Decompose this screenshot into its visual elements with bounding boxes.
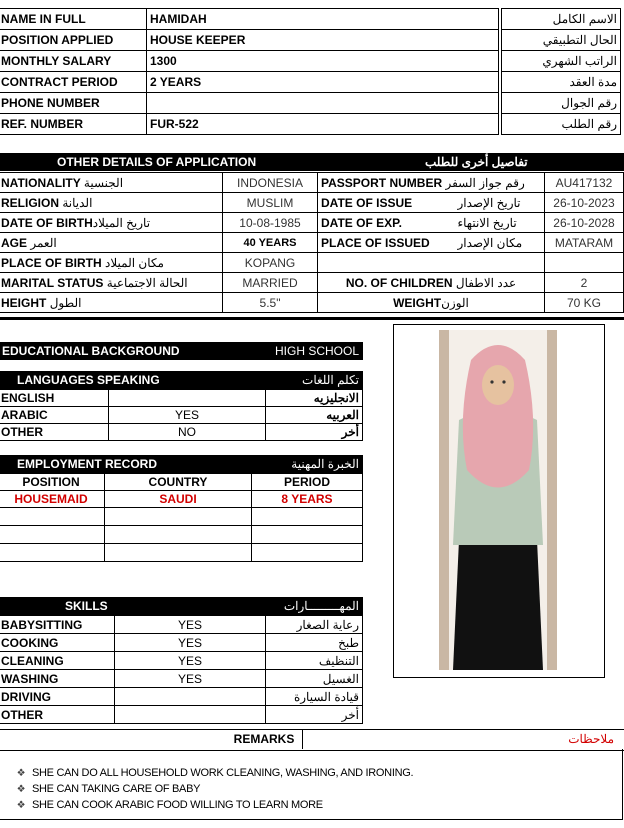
age-label: AGE العمر (0, 233, 223, 253)
personal-row (0, 51, 621, 72)
skill-name: CLEANING (0, 652, 115, 670)
personal-row (0, 93, 621, 114)
nationality-value: INDONESIA (223, 173, 318, 193)
personal-label: MONTHLY SALARY (0, 51, 147, 72)
passport-label: PASSPORT NUMBER رقم جواز السفر (318, 173, 545, 193)
languages-title-ar: تكلم اللغات (302, 373, 359, 387)
language-name: ARABIC (0, 407, 109, 424)
language-name-ar: أخر (266, 424, 363, 441)
list-item: ❖ SHE CAN COOK ARABIC FOOD WILLING TO LEARN MORE (10, 797, 413, 813)
table-row (0, 508, 363, 526)
personal-info-table (0, 8, 621, 135)
skill-value (115, 706, 266, 724)
skill-name-ar: الغسيل (266, 670, 363, 688)
table-row (0, 526, 363, 544)
education-value: HIGH SCHOOL (274, 344, 359, 358)
personal-value: HOUSE KEEPER (147, 30, 499, 51)
place-issued-label: PLACE OF ISSUED مكان الإصدار (318, 233, 545, 253)
employment-title: EMPLOYMENT RECORD (17, 457, 158, 471)
marital-label: MARITAL STATUS الحالة الاجتماعية (0, 273, 223, 293)
table-row (0, 293, 624, 313)
bullet-icon: ❖ (16, 800, 26, 811)
personal-label: REF. NUMBER (0, 114, 147, 135)
personal-value (147, 93, 499, 114)
list-item: ❖ SHE CAN DO ALL HOUSEHOLD WORK CLEANING, WASHING, AND IRONING. (10, 765, 413, 781)
passport-value: AU417132 (545, 173, 624, 193)
education-label: EDUCATIONAL BACKGROUND (2, 344, 180, 358)
employment-country: SAUDI (105, 491, 252, 508)
skill-row (0, 652, 363, 670)
dob-value: 10-08-1985 (223, 213, 318, 233)
personal-label: POSITION APPLIED (0, 30, 147, 51)
employment-header-row (0, 474, 363, 491)
skill-name-ar: رعاية الصغار (266, 616, 363, 634)
skill-name-ar: قيادة السيارة (266, 688, 363, 706)
table-row (0, 544, 363, 562)
skills-table (0, 615, 363, 724)
other-details-header (0, 153, 624, 171)
skills-header (0, 597, 363, 615)
divider (0, 317, 624, 320)
language-value: YES (109, 407, 266, 424)
bullet-icon: ❖ (16, 784, 26, 795)
height-label: HEIGHT الطول (0, 293, 223, 313)
other-details-table (0, 172, 624, 313)
photo-frame (393, 324, 605, 678)
place-issued-value: MATARAM (545, 233, 624, 253)
personal-label-ar: رقم الطلب (502, 114, 621, 135)
pob-label: PLACE OF BIRTH مكان الميلاد (0, 253, 223, 273)
skill-name: BABYSITTING (0, 616, 115, 634)
language-name-ar: الانجليزيه (266, 390, 363, 407)
personal-label-ar: رقم الجوال (502, 93, 621, 114)
employment-header (0, 455, 363, 473)
children-label: NO. OF CHILDREN عدد الاطفال (318, 273, 545, 293)
skill-value: YES (115, 652, 266, 670)
language-name: OTHER (0, 424, 109, 441)
empty-cell (318, 253, 545, 273)
table-row (0, 233, 624, 253)
other-details-title: OTHER DETAILS OF APPLICATION (57, 155, 257, 169)
personal-row (0, 114, 621, 135)
personal-label: PHONE NUMBER (0, 93, 147, 114)
education-bar (0, 342, 363, 360)
skill-row (0, 616, 363, 634)
employment-table (0, 473, 363, 562)
table-row (0, 491, 363, 508)
personal-value: FUR-522 (147, 114, 499, 135)
language-name-ar: العربيه (266, 407, 363, 424)
other-details-title-ar: تفاصيل أخرى للطلب (425, 155, 528, 169)
languages-table (0, 389, 363, 441)
personal-value: HAMIDAH (147, 9, 499, 30)
language-value (109, 390, 266, 407)
languages-title: LANGUAGES SPEAKING (17, 373, 160, 387)
language-row (0, 407, 363, 424)
remarks-label-ar: ملاحظات (568, 732, 614, 746)
personal-value: 1300 (147, 51, 499, 72)
bullet-icon: ❖ (16, 768, 26, 779)
skill-name: WASHING (0, 670, 115, 688)
employment-period: 8 YEARS (252, 491, 363, 508)
skill-name-ar: التنظيف (266, 652, 363, 670)
skill-name: DRIVING (0, 688, 115, 706)
table-row (0, 273, 624, 293)
personal-label: NAME IN FULL (0, 9, 147, 30)
weight-value: 70 KG (545, 293, 624, 313)
marital-value: MARRIED (223, 273, 318, 293)
table-row (0, 173, 624, 193)
religion-label: RELIGION الديانة (0, 193, 223, 213)
language-value: NO (109, 424, 266, 441)
weight-label: WEIGHTالوزن (318, 293, 545, 313)
expiry-value: 26-10-2028 (545, 213, 624, 233)
religion-value: MUSLIM (223, 193, 318, 213)
applicant-photo (439, 330, 557, 670)
personal-label-ar: الراتب الشهري (502, 51, 621, 72)
column-header: PERIOD (252, 474, 363, 491)
table-row (0, 253, 624, 273)
skills-title-ar: المهـــــــــارات (283, 599, 359, 613)
language-row (0, 424, 363, 441)
languages-header (0, 371, 363, 389)
pob-value: KOPANG (223, 253, 318, 273)
issue-value: 26-10-2023 (545, 193, 624, 213)
skill-name-ar: أخر (266, 706, 363, 724)
table-row (0, 193, 624, 213)
skills-title: SKILLS (65, 599, 108, 613)
personal-label-ar: الحال التطبيقي (502, 30, 621, 51)
table-row (0, 213, 624, 233)
dob-label: DATE OF BIRTHتاريخ الميلاد (0, 213, 223, 233)
personal-row (0, 9, 621, 30)
personal-row (0, 30, 621, 51)
column-header: COUNTRY (105, 474, 252, 491)
empty-cell (545, 253, 624, 273)
skill-name-ar: طبخ (266, 634, 363, 652)
column-header: POSITION (0, 474, 105, 491)
issue-label: DATE OF ISSUE تاريخ الإصدار (318, 193, 545, 213)
personal-label: CONTRACT PERIOD (0, 72, 147, 93)
remarks-list (10, 765, 413, 813)
skill-value: YES (115, 670, 266, 688)
language-name: ENGLISH (0, 390, 109, 407)
remarks-box (0, 749, 623, 820)
age-value: 40 YEARS (223, 233, 318, 253)
employment-position: HOUSEMAID (0, 491, 105, 508)
height-value: 5.5" (223, 293, 318, 313)
skill-row (0, 670, 363, 688)
nationality-label: NATIONALITY الجنسية (0, 173, 223, 193)
personal-label-ar: الاسم الكامل (502, 9, 621, 30)
personal-row (0, 72, 621, 93)
skill-row (0, 688, 363, 706)
skill-name: OTHER (0, 706, 115, 724)
skill-row (0, 634, 363, 652)
personal-label-ar: مدة العقد (502, 72, 621, 93)
children-value: 2 (545, 273, 624, 293)
skill-value (115, 688, 266, 706)
skill-value: YES (115, 616, 266, 634)
remarks-label: REMARKS (226, 730, 303, 749)
skill-name: COOKING (0, 634, 115, 652)
expiry-label: DATE OF EXP. تاريخ الانتهاء (318, 213, 545, 233)
remarks-bar (0, 729, 624, 751)
list-item: ❖ SHE CAN TAKING CARE OF BABY (10, 781, 413, 797)
language-row (0, 390, 363, 407)
skill-row (0, 706, 363, 724)
skill-value: YES (115, 634, 266, 652)
personal-value: 2 YEARS (147, 72, 499, 93)
employment-title-ar: الخبرة المهنية (291, 457, 359, 471)
